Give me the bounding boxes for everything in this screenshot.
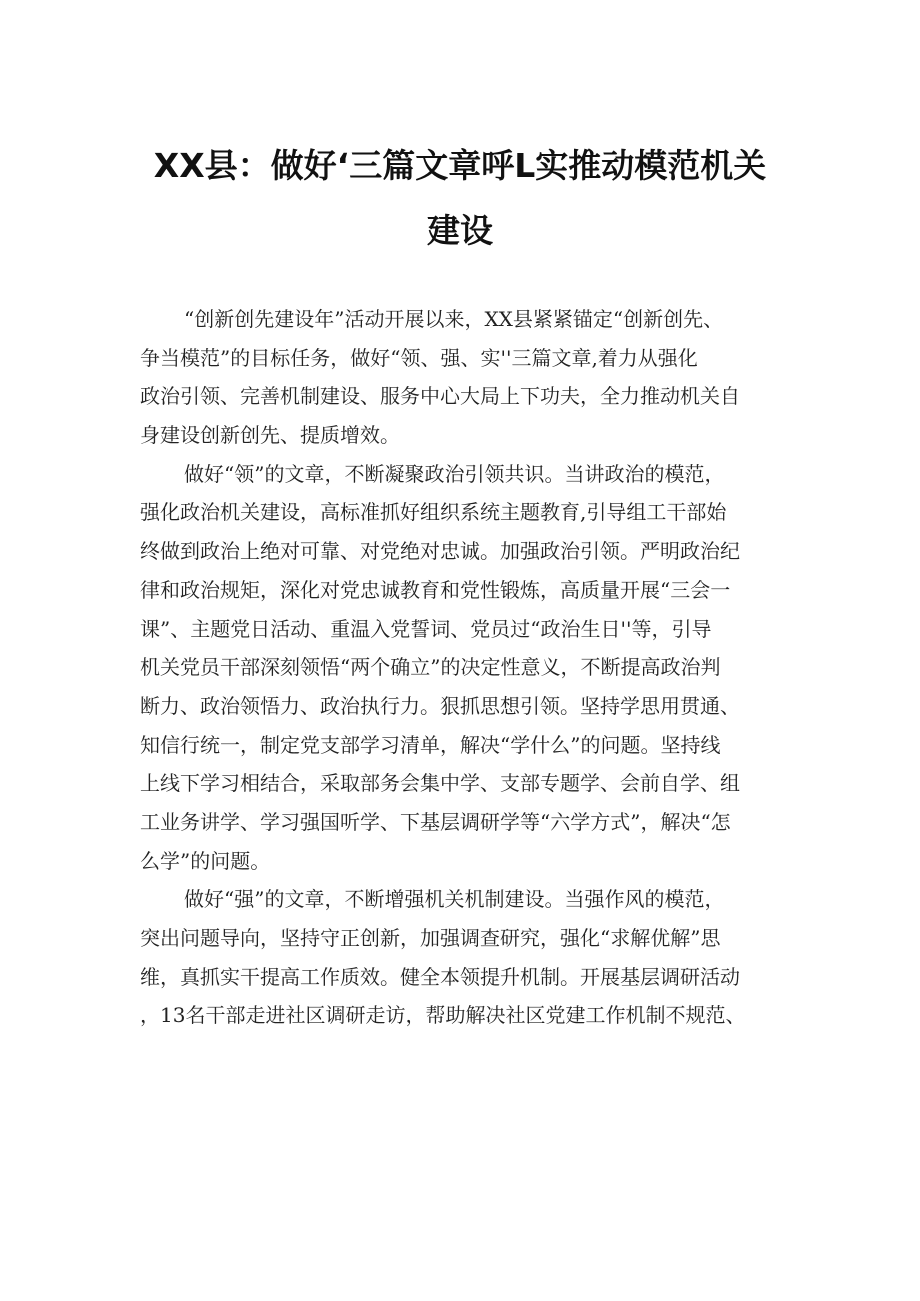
text-line: 做好“领”的文章，不断凝聚政治引领共识。当讲政治的模范， bbox=[184, 461, 725, 486]
text-line: 身建设创新创先、提质增效。 bbox=[140, 423, 400, 448]
text-line: 做好“强”的文章，不断增强机关机制建设。当强作风的模范， bbox=[184, 887, 725, 912]
document-title-line-1: XX县：做好‘三篇文章呼L实推动模范机关 bbox=[153, 146, 767, 185]
text-line: 突出问题导向，坚持守正创新，加强调查研究，强化“求解优解”思 bbox=[140, 926, 721, 950]
text-line: 上线下学习相结合，采取部务会集中学、支部专题学、会前自学、组 bbox=[140, 771, 740, 796]
document-title-line-2: 建设 bbox=[427, 211, 493, 250]
text-line: 律和政治规矩，深化对党忠诚教育和党性锻炼，高质量开展“三会一 bbox=[140, 577, 731, 602]
text-line: “创新创先建设年”活动开展以来，XX县紧紧锚定“创新创先、 bbox=[184, 307, 724, 331]
text-line: 知信行统一，制定党支部学习清单，解决“学什么”的问题。坚持线 bbox=[140, 732, 721, 757]
text-line: 终做到政治上绝对可靠、对党绝对忠诚。加强政治引领。严明政治纪 bbox=[140, 539, 740, 564]
document-body bbox=[140, 300, 785, 1035]
text-line: ，13名干部走进社区调研走访，帮助解决社区党建工作机制不规范、 bbox=[140, 1003, 746, 1028]
text-line: 么学”的问题。 bbox=[140, 848, 271, 873]
text-line: 课”、主题党日活动、重温入党誓词、党员过“政治生日''等，引导 bbox=[140, 616, 712, 641]
text-line: 机关党员干部深刻领悟“两个确立”的决定性意义，不断提高政治判 bbox=[140, 655, 721, 680]
text-line: 争当模范”的目标任务，做好“领、强、实''三篇文章,着力从强化 bbox=[140, 345, 698, 370]
text-line: 强化政治机关建设，高标准抓好组织系统主题教育,引导组工干部始 bbox=[140, 500, 727, 525]
text-line: 维，真抓实干提高工作质效。健全本领提升机制。开展基层调研活动 bbox=[140, 964, 740, 989]
text-line: 断力、政治领悟力、政治执行力。狠抓思想引领。坚持学思用贯通、 bbox=[140, 693, 740, 718]
text-line: 工业务讲学、学习强国听学、下基层调研学等“六学方式”，解决“怎 bbox=[140, 809, 731, 834]
text-line: 政治引领、完善机制建设、服务中心大局上下功夫，全力推动机关自 bbox=[140, 384, 740, 409]
